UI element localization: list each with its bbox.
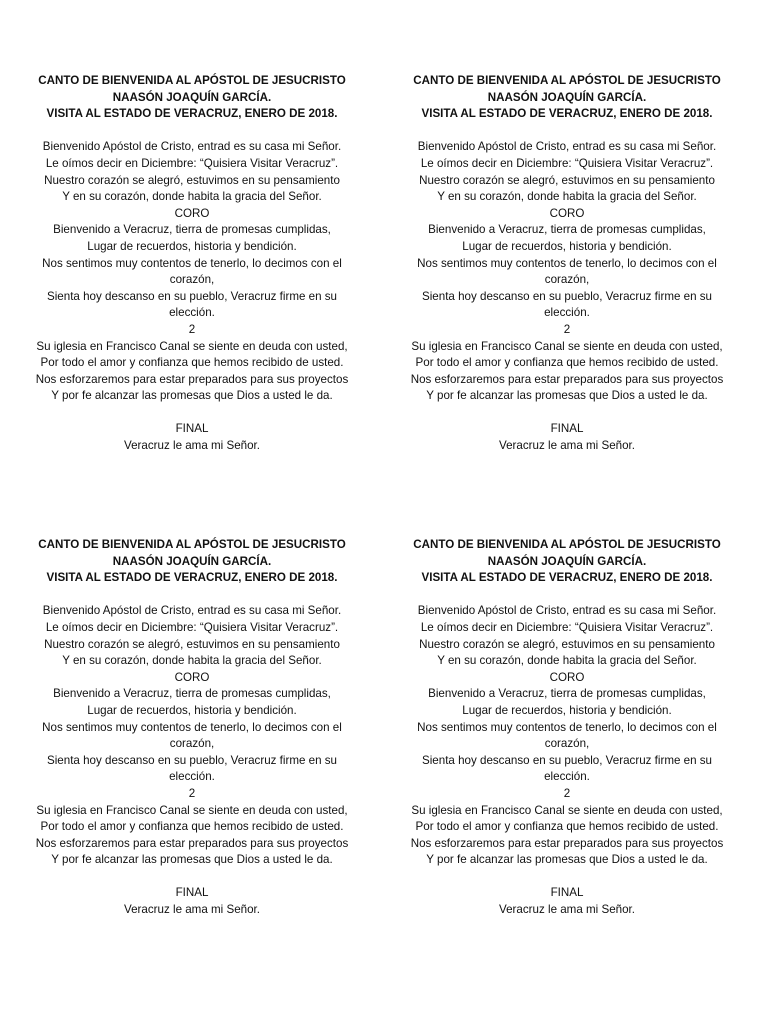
song-title-line-3: VISITA AL ESTADO DE VERACRUZ, ENERO DE 2018. [46,571,338,585]
verse2-line: Y por fe alcanzar las promesas que Dios a usted le da. [51,389,333,403]
song-title-line-3: VISITA AL ESTADO DE VERACRUZ, ENERO DE 2018. [421,107,713,121]
verse1-line: Bienvenido Apóstol de Cristo, entrad es su casa mi Señor. [42,140,342,154]
verse2-line: Y por fe alcanzar las promesas que Dios a usted le da. [426,853,708,867]
song-title-line-3: VISITA AL ESTADO DE VERACRUZ, ENERO DE 2018. [46,107,338,121]
verse1-line: Y en su corazón, donde habita la gracia del Señor. [62,190,322,204]
coro-label: CORO [174,670,210,684]
verse1-line: Le oímos decir en Diciembre: “Quisiera Visitar Veracruz”. [45,156,339,170]
verse2-label: 2 [188,786,196,800]
verse1-line: Le oímos decir en Diciembre: “Quisiera Visitar Veracruz”. [45,620,339,634]
verse2-line: Por todo el amor y confianza que hemos recibido de usted. [415,820,719,834]
verse2-line: Nos esforzaremos para estar preparados para sus proyectos [35,836,349,850]
spacer [7,869,377,886]
coro-line: corazón, [544,737,590,751]
verse1-line: Y en su corazón, donde habita la gracia del Señor. [62,654,322,668]
coro-line: corazón, [544,273,590,287]
song-title-line-2: NAASÓN JOAQUÍN GARCÍA. [487,90,647,104]
song-title-line-2: NAASÓN JOAQUÍN GARCÍA. [112,554,272,568]
verse2-label: 2 [188,322,196,336]
song-title-line-1: CANTO DE BIENVENIDA AL APÓSTOL DE JESUCRISTO [38,74,346,87]
verse1-line: Nuestro corazón se alegró, estuvimos en su pensamiento [44,637,340,651]
verse2-line: Y por fe alcanzar las promesas que Dios a usted le da. [51,853,333,867]
spacer [382,869,752,886]
spacer [382,587,752,604]
coro-line: Lugar de recuerdos, historia y bendición. [462,239,672,253]
verse1-line: Le oímos decir en Diciembre: “Quisiera Visitar Veracruz”. [420,156,714,170]
verse2-line: Y por fe alcanzar las promesas que Dios a usted le da. [426,389,708,403]
coro-line: Bienvenido a Veracruz, tierra de promesas cumplidas, [53,223,331,237]
verse1-line: Bienvenido Apóstol de Cristo, entrad es su casa mi Señor. [417,140,717,154]
spacer [382,123,752,140]
verse2-line: Por todo el amor y confianza que hemos recibido de usted. [415,356,719,370]
coro-label: CORO [549,206,585,220]
song-title-line-2: NAASÓN JOAQUÍN GARCÍA. [487,554,647,568]
verse2-line: Por todo el amor y confianza que hemos recibido de usted. [40,820,344,834]
coro-line: elección. [544,770,590,784]
coro-label: CORO [174,206,210,220]
verse1-line: Bienvenido Apóstol de Cristo, entrad es su casa mi Señor. [42,604,342,618]
verse2-line: Su iglesia en Francisco Canal se siente en deuda con usted, [411,803,723,817]
coro-line: elección. [169,770,215,784]
verse2-line: Por todo el amor y confianza que hemos recibido de usted. [40,356,344,370]
song-title-line-3: VISITA AL ESTADO DE VERACRUZ, ENERO DE 2018. [421,571,713,585]
verse1-line: Nuestro corazón se alegró, estuvimos en su pensamiento [419,637,715,651]
verse1-line: Nuestro corazón se alegró, estuvimos en su pensamiento [419,173,715,187]
coro-line: Bienvenido a Veracruz, tierra de promesas cumplidas, [53,687,331,701]
verse2-line: Su iglesia en Francisco Canal se siente en deuda con usted, [36,803,348,817]
final-line: Veracruz le ama mi Señor. [124,903,260,917]
final-label: FINAL [175,886,209,900]
final-label: FINAL [550,886,584,900]
coro-line: Nos sentimos muy contentos de tenerlo, lo decimos con el [42,256,342,270]
verse2-line: Su iglesia en Francisco Canal se siente en deuda con usted, [36,339,348,353]
spacer [7,587,377,604]
coro-label: CORO [549,670,585,684]
verse2-line: Su iglesia en Francisco Canal se siente en deuda con usted, [411,339,723,353]
song-title-line-1: CANTO DE BIENVENIDA AL APÓSTOL DE JESUCRISTO [413,74,721,87]
song-card-top-left [7,73,377,455]
coro-line: Bienvenido a Veracruz, tierra de promesas cumplidas, [428,687,706,701]
verse1-line: Y en su corazón, donde habita la gracia del Señor. [437,654,697,668]
verse1-line: Bienvenido Apóstol de Cristo, entrad es su casa mi Señor. [417,604,717,618]
verse2-label: 2 [563,322,571,336]
coro-line: Lugar de recuerdos, historia y bendición. [87,239,297,253]
verse1-line: Nuestro corazón se alegró, estuvimos en su pensamiento [44,173,340,187]
coro-line: Lugar de recuerdos, historia y bendición. [462,703,672,717]
coro-line: Sienta hoy descanso en su pueblo, Veracruz firme en su [421,753,713,767]
spacer [382,405,752,422]
song-title-line-1: CANTO DE BIENVENIDA AL APÓSTOL DE JESUCRISTO [38,538,346,551]
song-card-top-right [382,73,752,455]
coro-line: elección. [169,306,215,320]
coro-line: Sienta hoy descanso en su pueblo, Veracruz firme en su [46,289,338,303]
final-label: FINAL [175,422,209,436]
coro-line: elección. [544,306,590,320]
coro-line: Nos sentimos muy contentos de tenerlo, lo decimos con el [42,720,342,734]
coro-line: corazón, [169,273,215,287]
coro-line: Nos sentimos muy contentos de tenerlo, lo decimos con el [417,256,717,270]
coro-line: Sienta hoy descanso en su pueblo, Veracruz firme en su [421,289,713,303]
verse1-line: Le oímos decir en Diciembre: “Quisiera Visitar Veracruz”. [420,620,714,634]
spacer [7,405,377,422]
verse2-label: 2 [563,786,571,800]
coro-line: Bienvenido a Veracruz, tierra de promesas cumplidas, [428,223,706,237]
coro-line: Nos sentimos muy contentos de tenerlo, lo decimos con el [417,720,717,734]
verse1-line: Y en su corazón, donde habita la gracia del Señor. [437,190,697,204]
coro-line: Sienta hoy descanso en su pueblo, Veracruz firme en su [46,753,338,767]
verse2-line: Nos esforzaremos para estar preparados para sus proyectos [410,372,724,386]
coro-line: corazón, [169,737,215,751]
final-line: Veracruz le ama mi Señor. [499,439,635,453]
spacer [7,123,377,140]
song-title-line-1: CANTO DE BIENVENIDA AL APÓSTOL DE JESUCRISTO [413,538,721,551]
verse2-line: Nos esforzaremos para estar preparados para sus proyectos [35,372,349,386]
final-line: Veracruz le ama mi Señor. [499,903,635,917]
song-card-bottom-right [382,537,752,919]
final-label: FINAL [550,422,584,436]
coro-line: Lugar de recuerdos, historia y bendición. [87,703,297,717]
verse2-line: Nos esforzaremos para estar preparados para sus proyectos [410,836,724,850]
song-card-bottom-left [7,537,377,919]
song-title-line-2: NAASÓN JOAQUÍN GARCÍA. [112,90,272,104]
final-line: Veracruz le ama mi Señor. [124,439,260,453]
